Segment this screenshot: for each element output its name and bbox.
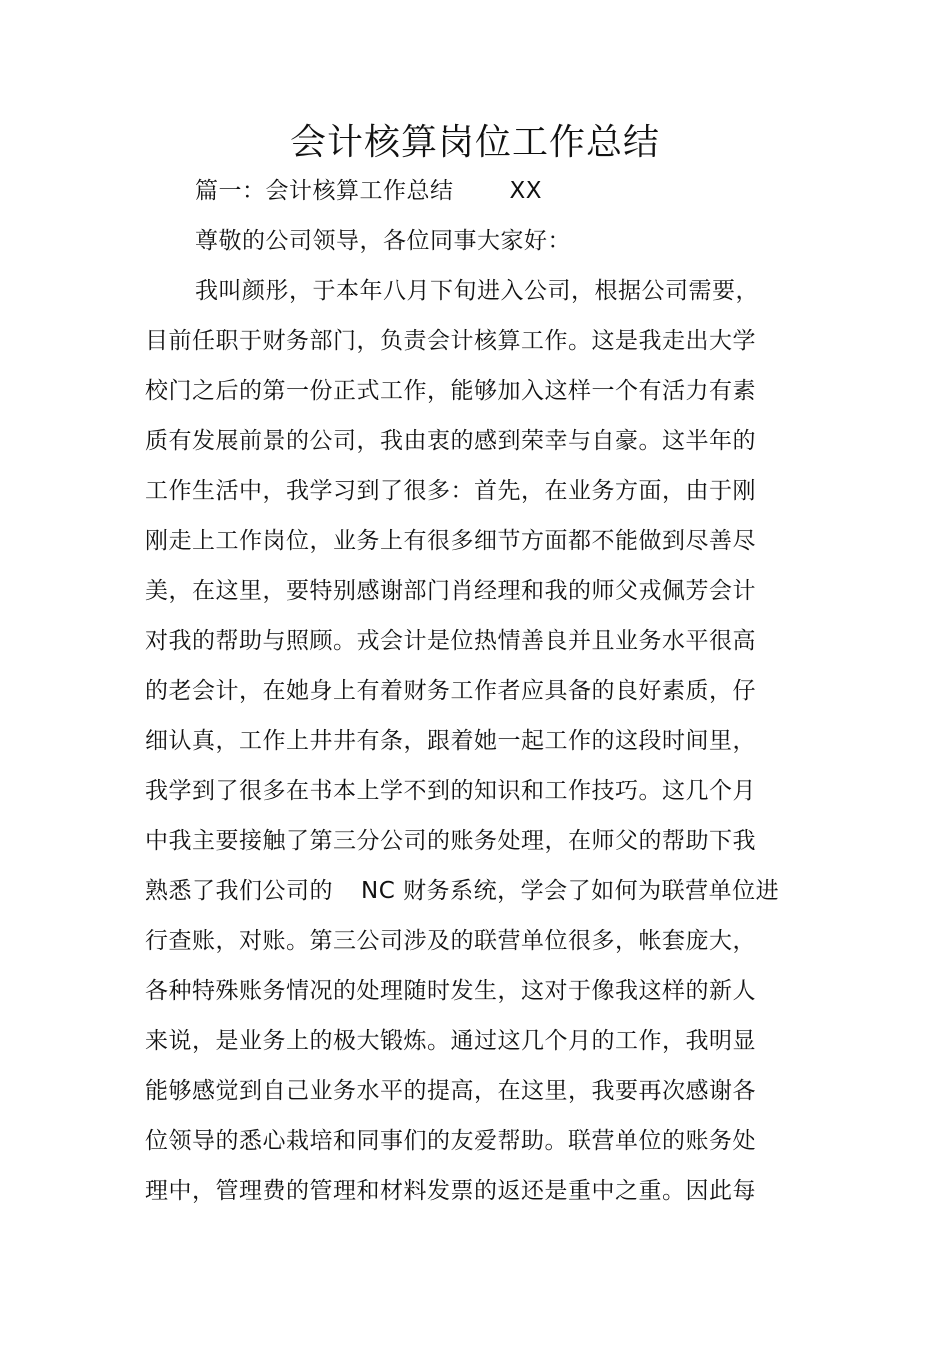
subtitle-suffix: XX	[509, 178, 543, 204]
body-line-head: 熟悉了我们公司的	[145, 878, 333, 904]
body-line: 的老会计，在她身上有着财务工作者应具备的良好素质，仔	[145, 678, 756, 704]
body-line: 目前任职于财务部门，负责会计核算工作。这是我走出大学	[145, 328, 756, 354]
body-line: 我学到了很多在书本上学不到的知识和工作技巧。这几个月	[145, 778, 756, 804]
body-line: 细认真，工作上井井有条，跟着她一起工作的这段时间里，	[145, 728, 756, 754]
body-text	[145, 275, 795, 1225]
body-line: 理中，管理费的管理和材料发票的返还是重中之重。因此每	[145, 1178, 756, 1204]
body-line: 工作生活中，我学习到了很多：首先，在业务方面，由于刚	[145, 478, 756, 504]
body-line: 能够感觉到自己业务水平的提高，在这里，我要再次感谢各	[145, 1078, 756, 1104]
subtitle-line	[195, 175, 542, 207]
body-line: 校门之后的第一份正式工作，能够加入这样一个有活力有素	[145, 378, 756, 404]
body-line: 位领导的悉心栽培和同事们的友爱帮助。联营单位的账务处	[145, 1128, 756, 1154]
body-line-nc	[145, 875, 795, 925]
body-line-tail: NC 财务系统，学会了如何为联营单位进	[361, 878, 780, 904]
body-line: 美，在这里，要特别感谢部门肖经理和我的师父戎佩芳会计	[145, 578, 756, 604]
subtitle-label: 篇一：会计核算工作总结	[195, 178, 454, 204]
body-line: 各种特殊账务情况的处理随时发生，这对于像我这样的新人	[145, 978, 756, 1004]
body-line: 我叫颜彤，于本年八月下旬进入公司，根据公司需要，	[195, 278, 759, 304]
greeting-line: 尊敬的公司领导，各位同事大家好：	[195, 228, 571, 254]
body-line: 质有发展前景的公司，我由衷的感到荣幸与自豪。这半年的	[145, 428, 756, 454]
body-line: 来说，是业务上的极大锻炼。通过这几个月的工作，我明显	[145, 1028, 756, 1054]
document-title: 会计核算岗位工作总结	[289, 122, 660, 163]
body-line: 刚走上工作岗位，业务上有很多细节方面都不能做到尽善尽	[145, 528, 756, 554]
body-line: 行查账，对账。第三公司涉及的联营单位很多，帐套庞大，	[145, 928, 756, 954]
body-line: 中我主要接触了第三分公司的账务处理，在师父的帮助下我	[145, 828, 756, 854]
body-line: 对我的帮助与照顾。戎会计是位热情善良并且业务水平很高	[145, 628, 756, 654]
